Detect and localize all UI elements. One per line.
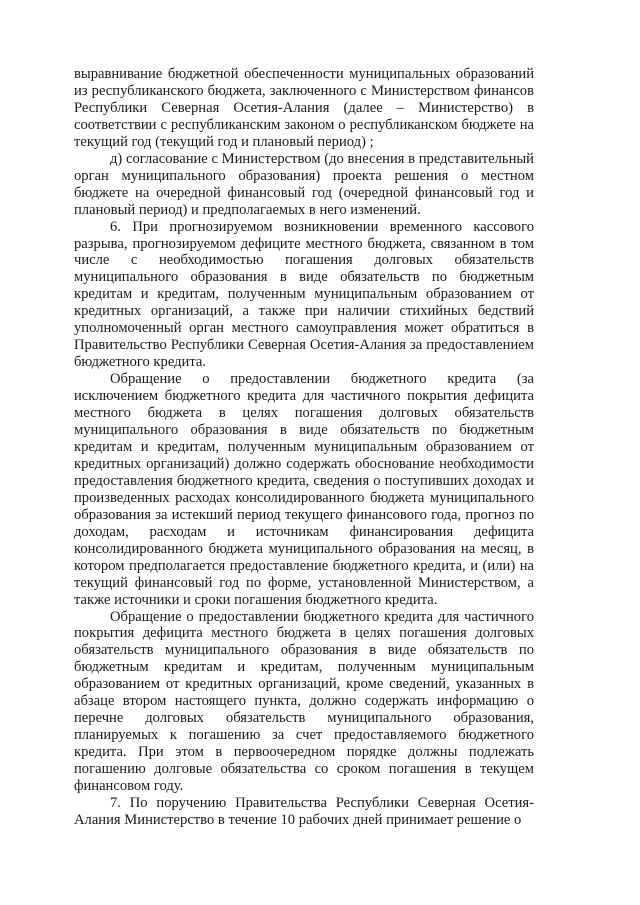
paragraph-request-deficit: Обращение о предоставлении бюджетного кредита для частичного покрытия дефицита местного бюджета в целях погашения долговых обязательств муниципального образования в виде обязательств по бюджетным кредитам и кредитам, полученным муниципальным образованием от кредитных организаций, кроме сведений, указанных в абзаце втором настоящего пункта, должно содержать информацию о перечне долговых обязательств муниципального образования, планируемых к погашению за счет предоставляемого бюджетного кредита. При этом в первоочередном порядке должны подлежать погашению долговые обязательства со сроком погашения в текущем финансовом году. [74, 608, 534, 795]
document-page [74, 66, 534, 829]
paragraph-clause-6: 6. При прогнозируемом возникновении временного кассового разрыва, прогнозируемом дефиците местного бюджета, связанном в том числе с необходимостью погашения долговых обязательств муниципального образования в виде обязательств по бюджетным кредитам и кредитам, полученным муниципальным образованием от кредитных организаций, а также при наличии стихийных бедствий уполномоченный орган местного самоуправления может обратиться в Правительство Республики Северная Осетия-Алания за предоставлением бюджетного кредита. [74, 218, 534, 371]
paragraph-item-d: д) согласование с Министерством (до внесения в представительный орган муниципального образования) проекта решения о местном бюджете на очередной финансовый год (очередной финансовый год и плановый период) и предполагаемых в него изменений. [74, 150, 534, 218]
paragraph-request-general: Обращение о предоставлении бюджетного кредита (за исключением бюджетного кредита для частичного покрытия дефицита местного бюджета в целях погашения долговых обязательств муниципального образования в виде обязательств по бюджетным кредитам и кредитам, полученным муниципальным образованием от кредитных организаций) должно содержать обоснование необходимости предоставления бюджетного кредита, сведения о поступивших доходах и произведенных расходах консолидированного бюджета муниципального образования за истекший период текущего финансового года, прогноз по доходам, расходам и источникам финансирования дефицита консолидированного бюджета муниципального образования на месяц, в котором предполагается предоставление бюджетного кредита, и (или) на текущий финансовый год по форме, установленной Министерством, а также источники и сроки погашения бюджетного кредита. [74, 371, 534, 608]
paragraph-clause-7: 7. По поручению Правительства Республики Северная Осетия-Алания Министерство в течение 10 рабочих дней принимает решение о [74, 794, 534, 828]
paragraph-continuation: выравнивание бюджетной обеспеченности муниципальных образований из республиканского бюджета, заключенного с Министерством финансов Республики Северная Осетия-Алания (далее – Министерство) в соответствии с республиканским законом о республиканском бюджете на текущий год (текущий год и плановый период) ; [74, 66, 534, 150]
